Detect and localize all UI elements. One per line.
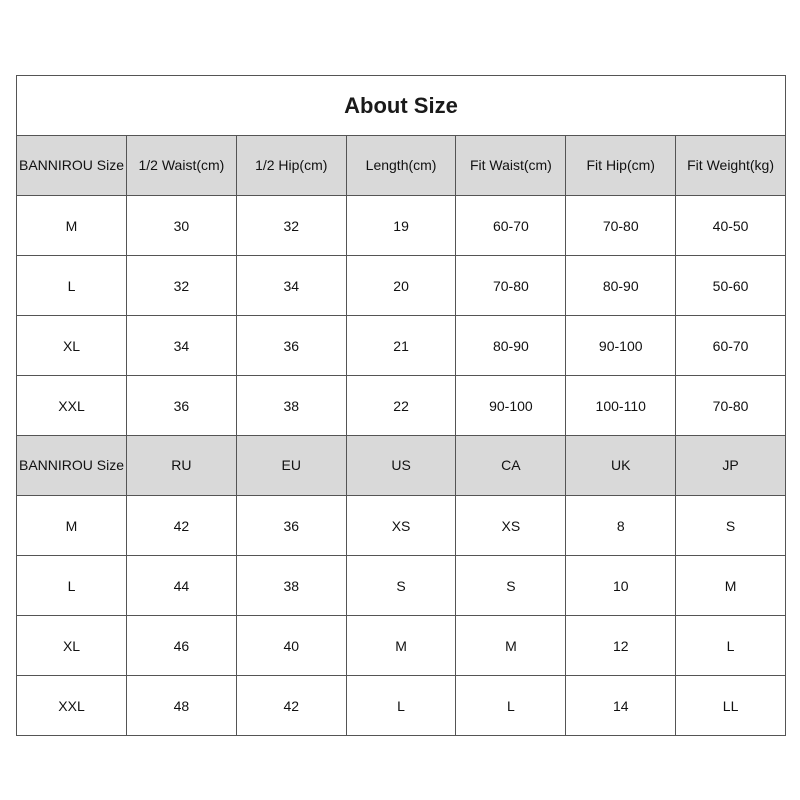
table-cell: 42 (236, 676, 346, 736)
column-header: 1/2 Waist(cm) (127, 136, 237, 196)
table-cell: 38 (236, 376, 346, 436)
table-cell: 70-80 (676, 376, 786, 436)
table-row (17, 256, 786, 316)
table-cell: M (676, 556, 786, 616)
column-header: Fit Hip(cm) (566, 136, 676, 196)
table-cell: 22 (346, 376, 456, 436)
table-cell: 60-70 (676, 316, 786, 376)
size-table (16, 75, 786, 736)
size-chart (16, 75, 786, 736)
column-header: 1/2 Hip(cm) (236, 136, 346, 196)
table-cell: 34 (236, 256, 346, 316)
title-row (17, 76, 786, 136)
column-header: BANNIROU Size (17, 436, 127, 496)
column-header: RU (127, 436, 237, 496)
table-row (17, 316, 786, 376)
size-label-cell: M (17, 496, 127, 556)
table-row (17, 496, 786, 556)
table-row (17, 616, 786, 676)
chart-title: About Size (17, 76, 786, 136)
table-cell: 12 (566, 616, 676, 676)
table-cell: 70-80 (566, 196, 676, 256)
table-cell: M (346, 616, 456, 676)
table-cell: 90-100 (456, 376, 566, 436)
table-cell: 40 (236, 616, 346, 676)
table-cell: L (346, 676, 456, 736)
table-cell: 90-100 (566, 316, 676, 376)
table-cell: L (456, 676, 566, 736)
table-cell: S (456, 556, 566, 616)
table-cell: 70-80 (456, 256, 566, 316)
header-row (17, 136, 786, 196)
table-cell: 32 (127, 256, 237, 316)
table-cell: 14 (566, 676, 676, 736)
table-cell: 36 (236, 496, 346, 556)
table-cell: 8 (566, 496, 676, 556)
table-cell: 60-70 (456, 196, 566, 256)
table-cell: 32 (236, 196, 346, 256)
table-cell: 30 (127, 196, 237, 256)
size-label-cell: XXL (17, 376, 127, 436)
table-cell: 46 (127, 616, 237, 676)
table-cell: 80-90 (456, 316, 566, 376)
size-label-cell: XL (17, 616, 127, 676)
table-cell: XS (346, 496, 456, 556)
column-header: BANNIROU Size (17, 136, 127, 196)
table-cell: 40-50 (676, 196, 786, 256)
table-row (17, 376, 786, 436)
table-cell: 80-90 (566, 256, 676, 316)
column-header: EU (236, 436, 346, 496)
table-cell: S (346, 556, 456, 616)
header-row (17, 436, 786, 496)
column-header: Fit Waist(cm) (456, 136, 566, 196)
table-cell: 36 (127, 376, 237, 436)
table-row (17, 196, 786, 256)
table-row (17, 556, 786, 616)
column-header: Length(cm) (346, 136, 456, 196)
table-cell: 48 (127, 676, 237, 736)
table-cell: 20 (346, 256, 456, 316)
table-cell: 19 (346, 196, 456, 256)
size-label-cell: XXL (17, 676, 127, 736)
table-cell: 44 (127, 556, 237, 616)
column-header: Fit Weight(kg) (676, 136, 786, 196)
table-cell: 21 (346, 316, 456, 376)
table-cell: 42 (127, 496, 237, 556)
size-label-cell: L (17, 256, 127, 316)
table-cell: 100-110 (566, 376, 676, 436)
size-label-cell: XL (17, 316, 127, 376)
column-header: UK (566, 436, 676, 496)
table-row (17, 676, 786, 736)
table-cell: XS (456, 496, 566, 556)
table-cell: 50-60 (676, 256, 786, 316)
table-cell: L (676, 616, 786, 676)
size-label-cell: L (17, 556, 127, 616)
column-header: US (346, 436, 456, 496)
table-cell: 36 (236, 316, 346, 376)
column-header: CA (456, 436, 566, 496)
table-cell: 34 (127, 316, 237, 376)
column-header: JP (676, 436, 786, 496)
table-cell: LL (676, 676, 786, 736)
table-cell: M (456, 616, 566, 676)
table-cell: 10 (566, 556, 676, 616)
table-cell: S (676, 496, 786, 556)
size-label-cell: M (17, 196, 127, 256)
table-cell: 38 (236, 556, 346, 616)
